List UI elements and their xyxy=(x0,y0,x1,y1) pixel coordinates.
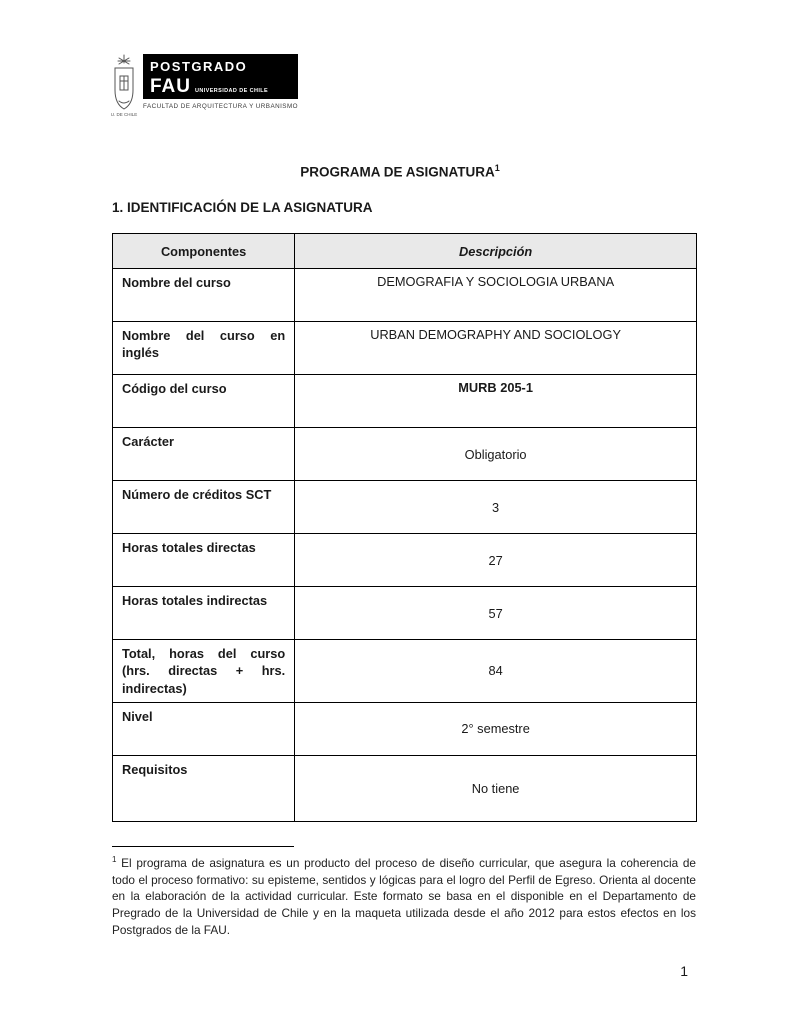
component-label: Nombre del curso xyxy=(113,269,295,322)
description-value: 57 xyxy=(295,587,697,640)
description-value: DEMOGRAFIA Y SOCIOLOGIA URBANA xyxy=(295,269,697,322)
component-label: Nivel xyxy=(113,702,295,755)
component-label: Código del curso xyxy=(113,375,295,428)
table-row xyxy=(113,322,697,375)
table-row xyxy=(113,587,697,640)
component-label: Número de créditos SCT xyxy=(113,481,295,534)
footnote xyxy=(112,846,696,939)
logo-universidad-text: UNIVERSIDAD DE CHILE xyxy=(195,87,269,94)
description-value: No tiene xyxy=(295,755,697,821)
table-row xyxy=(113,702,697,755)
page-number: 1 xyxy=(680,963,688,979)
identification-table-wrap xyxy=(112,233,697,822)
header-componentes: Componentes xyxy=(113,234,295,269)
logo-wordmark xyxy=(143,54,298,99)
component-label: Requisitos xyxy=(113,755,295,821)
university-crest-icon xyxy=(110,54,138,123)
title-footnote-marker: 1 xyxy=(494,163,500,173)
description-value: Obligatorio xyxy=(295,428,697,481)
component-label: Carácter xyxy=(113,428,295,481)
footnote-text: $^1$ El programa de asignatura es un producto del proceso de diseño curricular, que asegura la coherencia de todo el proceso formativo: su episteme, sentidos y lógicas para el logro del Perfil de Egreso. Orienta al docente en la elaboración de la actividad curricular. Este formato se basa en el disponible en el Departamento de Pregrado de la Universidad de Chile y en la maqueta utilizada desde el año 2012 para estos efectos en los Postgrados de la FAU. xyxy=(112,855,696,937)
footnote-marker: 1 xyxy=(112,855,117,864)
logo-fau-text: FAU xyxy=(150,76,191,97)
description-value: 3 xyxy=(295,481,697,534)
university-logo xyxy=(110,54,298,123)
description-value: 2° semestre xyxy=(295,702,697,755)
table-row xyxy=(113,269,697,322)
table-row xyxy=(113,375,697,428)
page-title: PROGRAMA DE ASIGNATURA$^1$ xyxy=(300,163,500,180)
table-row xyxy=(113,428,697,481)
identification-table xyxy=(112,233,697,822)
logo-facultad-text: FACULTAD DE ARQUITECTURA Y URBANISMO xyxy=(143,103,298,110)
table-header-row xyxy=(113,234,697,269)
component-label: Total, horas del curso (hrs. directas + hrs. indirectas) xyxy=(113,640,295,703)
header-descripcion: Descripción xyxy=(295,234,697,269)
description-value: 84 xyxy=(295,640,697,703)
table-row xyxy=(113,534,697,587)
table-row xyxy=(113,755,697,821)
logo-postgrado-text: POSTGRADO xyxy=(150,59,248,74)
description-value: MURB 205-1 xyxy=(295,375,697,428)
table-row xyxy=(113,481,697,534)
section-heading: 1. IDENTIFICACIÓN DE LA ASIGNATURA xyxy=(112,200,373,215)
table-row xyxy=(113,640,697,703)
description-value: 27 xyxy=(295,534,697,587)
component-label: Horas totales directas xyxy=(113,534,295,587)
description-value: URBAN DEMOGRAPHY AND SOCIOLOGY xyxy=(295,322,697,375)
table-body xyxy=(113,269,697,822)
component-label: Nombre del curso en inglés xyxy=(113,322,295,375)
svg-text:U. DE CHILE: U. DE CHILE xyxy=(110,112,138,117)
component-label: Horas totales indirectas xyxy=(113,587,295,640)
footnote-separator xyxy=(112,846,294,847)
